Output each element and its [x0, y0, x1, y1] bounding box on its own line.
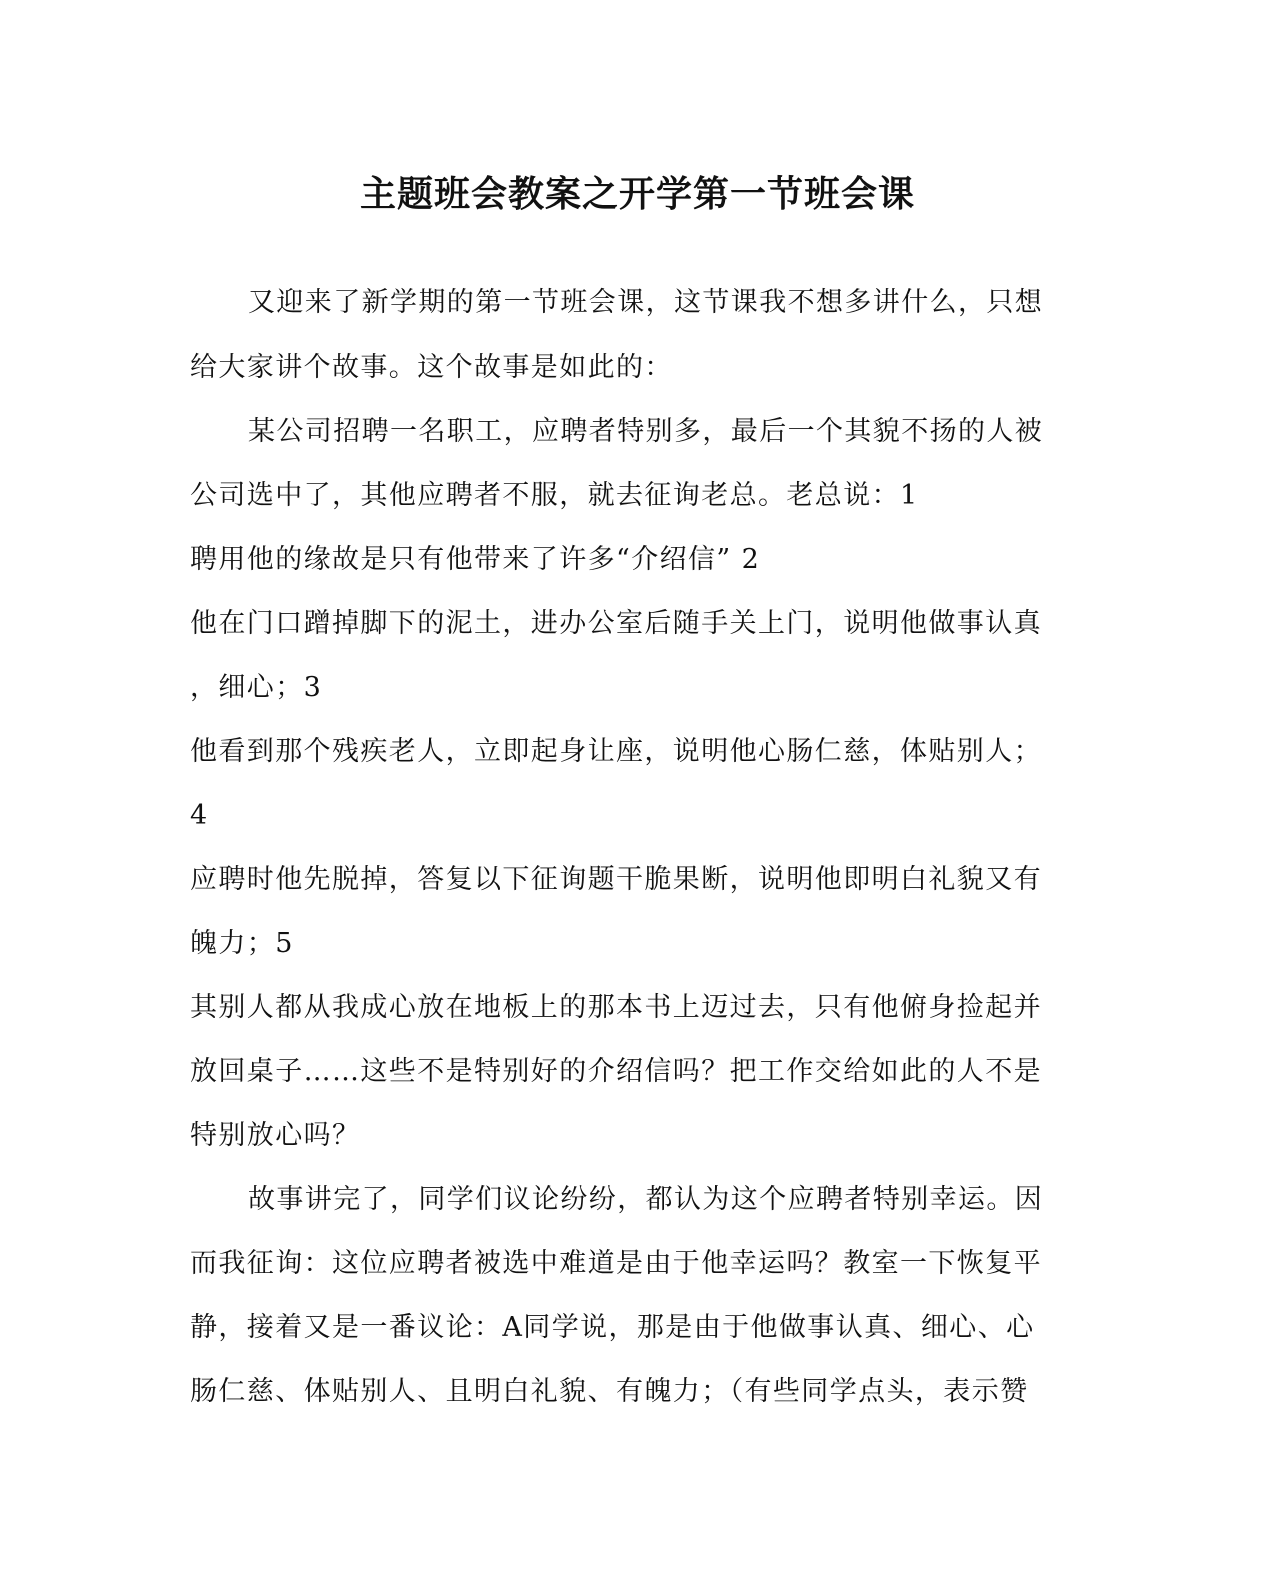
paragraph-line: ，细心；3 — [190, 672, 323, 703]
paragraph-line: 其别人都从我成心放在地板上的那本书上迈过去，只有他俯身捡起并 — [190, 992, 1042, 1023]
paragraph-line: 他看到那个残疾老人，立即起身让座，说明他心肠仁慈，体贴别人； — [190, 736, 1042, 767]
paragraph-line: 又迎来了新学期的第一节班会课，这节课我不想多讲什么，只想 — [248, 287, 1044, 318]
paragraph-line: 特别放心吗？ — [190, 1120, 361, 1151]
paragraph-line: 静，接着又是一番议论：A同学说，那是由于他做事认真、细心、心 — [190, 1312, 1035, 1343]
paragraph-line: 应聘时他先脱掉，答复以下征询题干脆果断，说明他即明白礼貌又有 — [190, 864, 1042, 895]
document-title: 主题班会教案之开学第一节班会课 — [359, 173, 915, 215]
paragraph-line: 魄力；5 — [190, 928, 294, 959]
paragraph-line: 4 — [190, 800, 209, 831]
paragraph-line: 肠仁慈、体贴别人、且明白礼貌、有魄力；（有些同学点头，表示赞 — [190, 1376, 1029, 1407]
paragraph-line: 放回桌子……这些不是特别好的介绍信吗？把工作交给如此的人不是 — [190, 1056, 1042, 1087]
paragraph-line: 故事讲完了，同学们议论纷纷，都认为这个应聘者特别幸运。因 — [248, 1184, 1044, 1215]
paragraph-line: 聘用他的缘故是只有他带来了许多“介绍信” 2 — [190, 544, 761, 575]
paragraph-line: 公司选中了，其他应聘者不服，就去征询老总。老总说：1 — [190, 480, 919, 511]
paragraph-line: 而我征询：这位应聘者被选中难道是由于他幸运吗？教室一下恢复平 — [190, 1248, 1042, 1279]
paragraph-line: 他在门口蹭掉脚下的泥土，进办公室后随手关上门，说明他做事认真 — [190, 608, 1042, 639]
paragraph-line: 某公司招聘一名职工，应聘者特别多，最后一个其貌不扬的人被 — [248, 416, 1044, 447]
paragraph-line: 给大家讲个故事。这个故事是如此的： — [190, 352, 673, 383]
